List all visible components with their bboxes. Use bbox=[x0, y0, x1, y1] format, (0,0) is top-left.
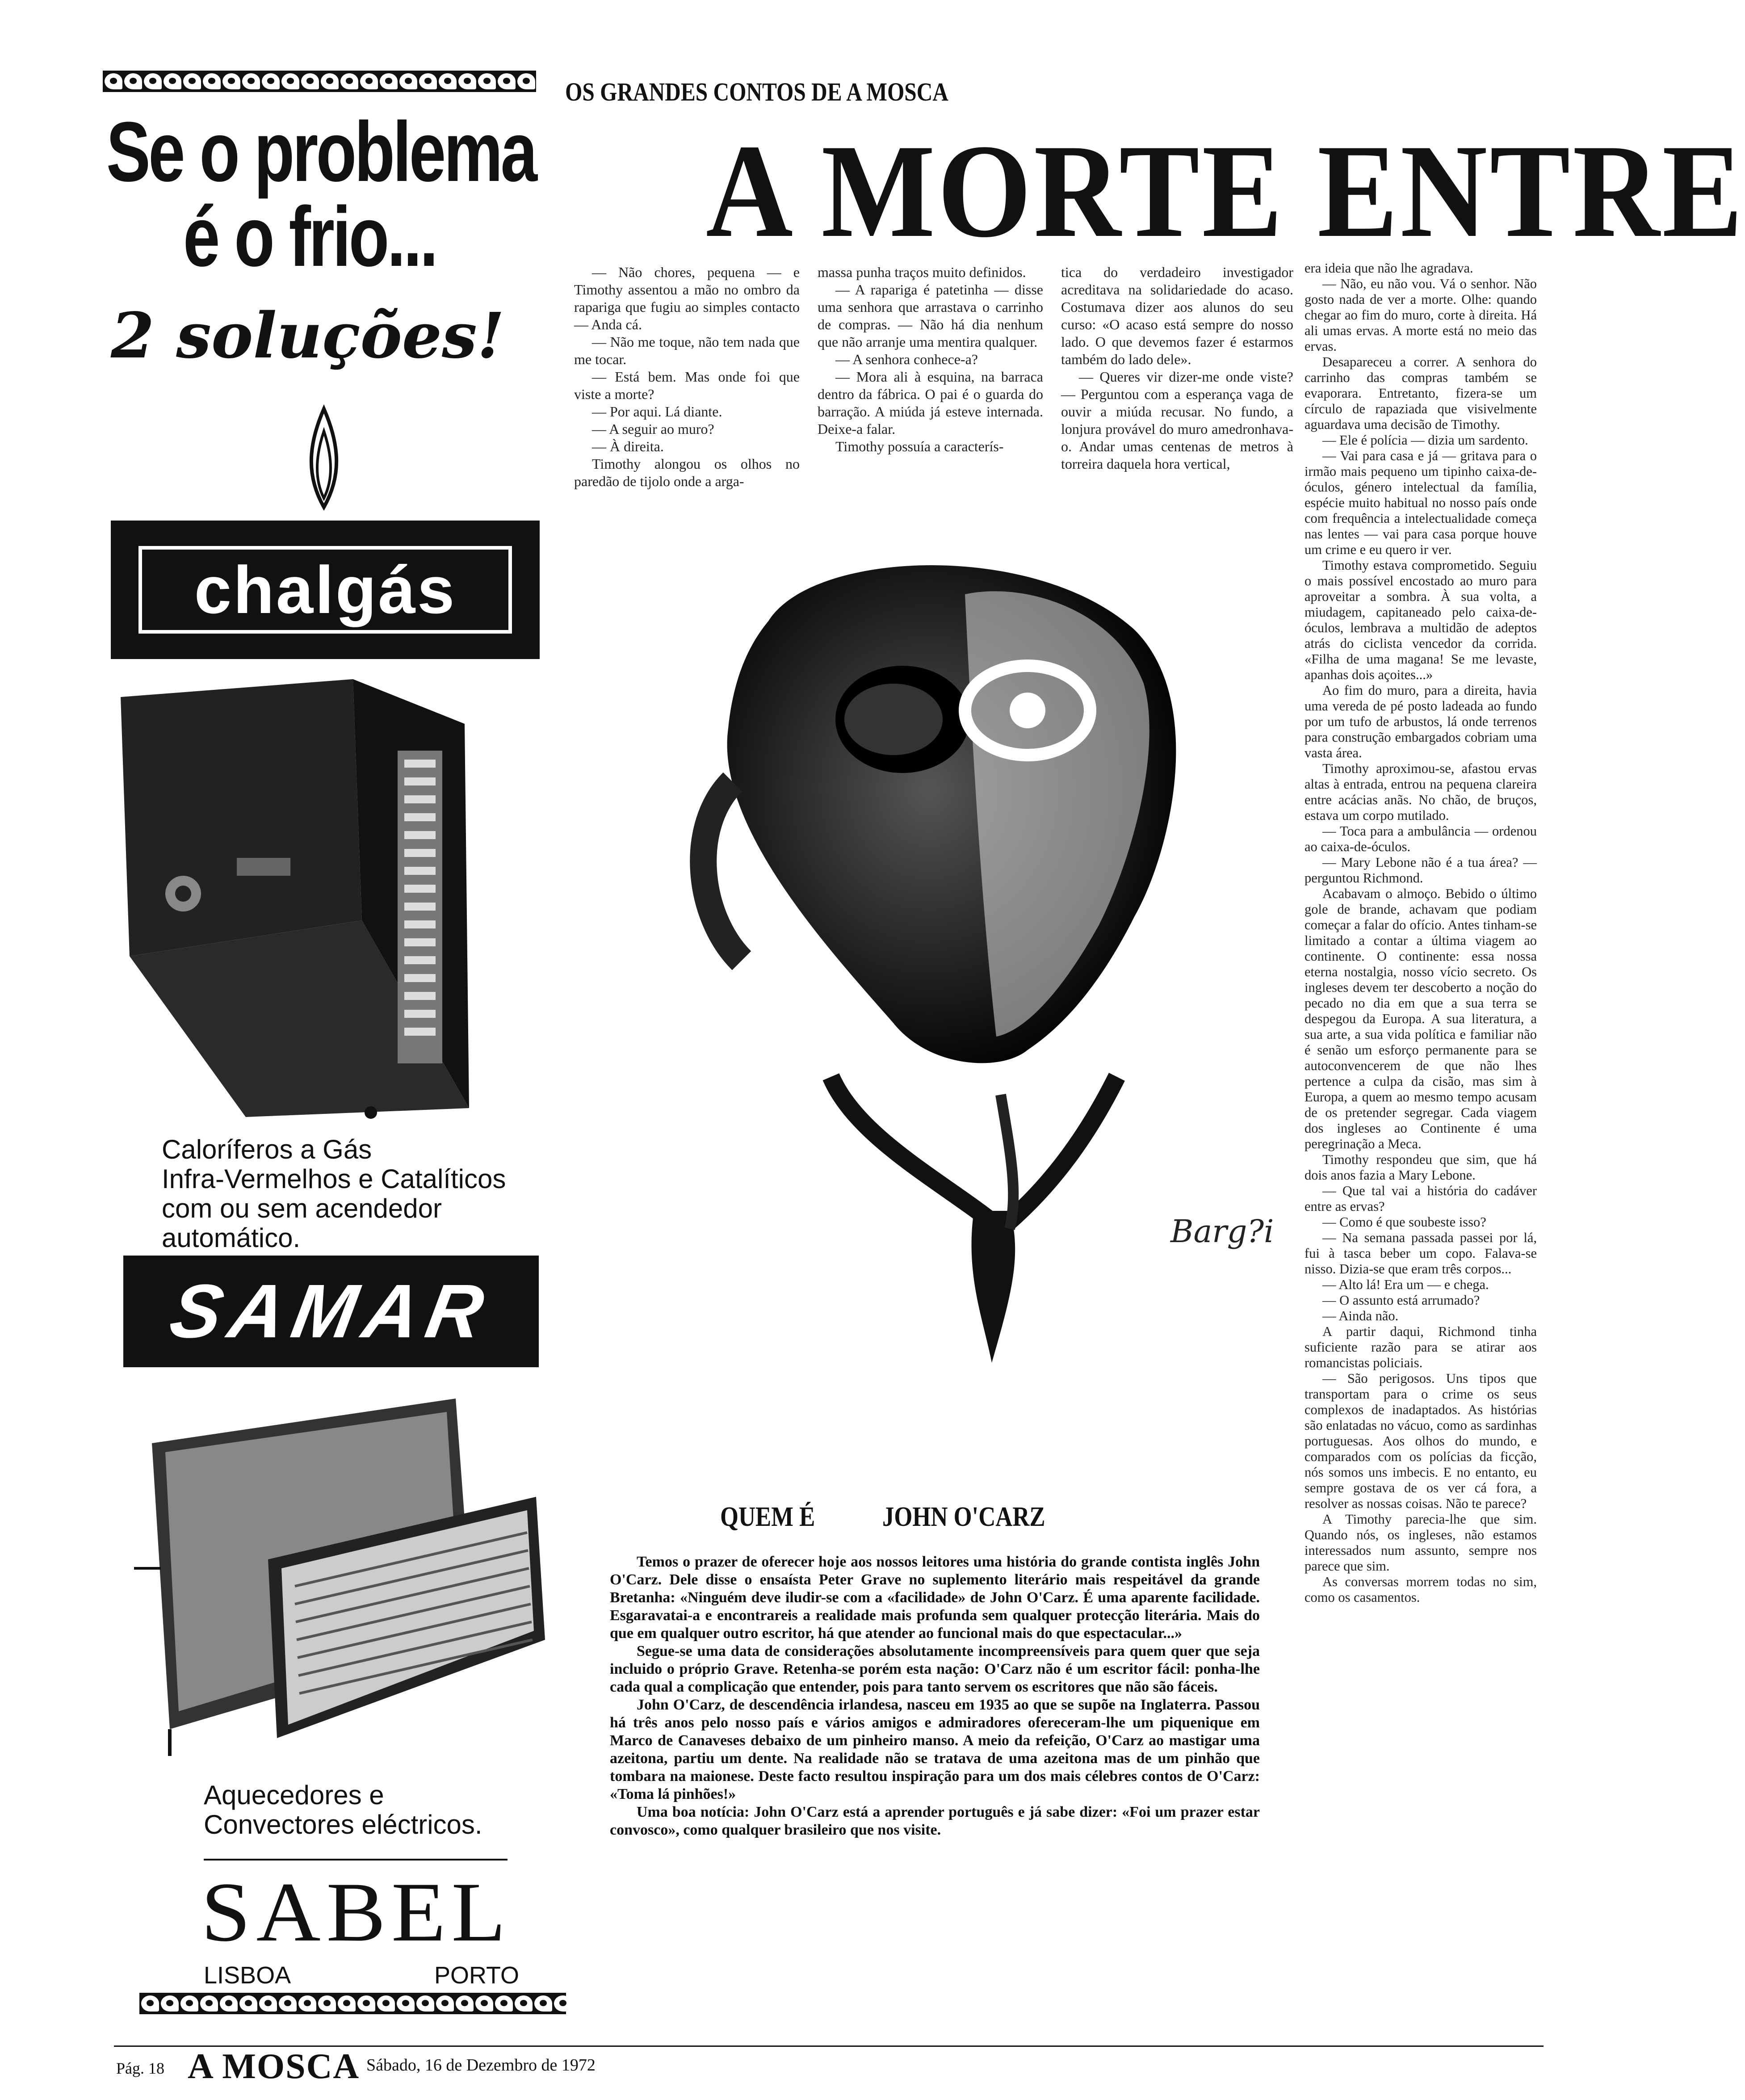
paragraph: tica do verdadeiro investigador acreditava na solidariedade do acaso. Costumava dizer aos alunos do seu curso: «O acaso está sempre do nosso lado. O que devemos fazer é estarmos também do lado dele». bbox=[1061, 264, 1293, 367]
paragraph: A partir daqui, Richmond tinha suficiente razão para se atirar aos romancistas policiais. bbox=[1305, 1324, 1537, 1370]
paragraph: A Timothy parecia-lhe que sim. Quando nós, os ingleses, não estamos interessados num assunto, sempre nos parece que sim. bbox=[1305, 1512, 1537, 1574]
divider bbox=[204, 1859, 508, 1861]
paragraph: Temos o prazer de oferecer hoje aos nossos leitores uma história do grande contista inglês John O'Carz. Dele disse o ensaísta Peter Grave no suplemento literário mais respeitável da grande Bretanha: «Ninguém deve iludir-se com a «facilidade» de John O'Carz. É uma aparente facilidade. Esgaravatai-a e encontrareis a realidade mais profunda sem qualquer protecção literária. Mais do que em qualquer outro escritor, há que atender ao funcional mais do que espectacular...» bbox=[610, 1554, 1260, 1642]
paragraph: — Toca para a ambulância — ordenou ao caixa-de-óculos. bbox=[1305, 823, 1537, 854]
paragraph: Segue-se uma data de considerações absolutamente incompreensíveis para quem quer que seja incluido o próprio Grave. Retenha-se porém esta nação: O'Carz não é um escritor fácil: ponha-lhe cada qual a complicação que entender, pois para tanto servem os escritores que não são fáceis. bbox=[610, 1643, 1260, 1695]
paragraph: — À direita. bbox=[592, 438, 664, 454]
paragraph: — A rapariga é patetinha — disse uma senhora que arrastava o carrinho de compras. — Não há dia nenhum que não arranje uma mentira qualquer. bbox=[818, 281, 1043, 350]
chalgas-logo bbox=[111, 521, 540, 659]
city-porto: PORTO bbox=[434, 1962, 520, 1989]
paragraph: — Queres vir dizer-me onde viste? — Perguntou com a esperança vaga de ouvir a miúda recusar. No fundo, a lonjura provável do muro amedronhava-o. Andar umas centenas de metros à torreira daquela hora vertical, bbox=[1061, 369, 1293, 472]
caption-line: automático. bbox=[162, 1223, 301, 1253]
electric-heater-image bbox=[134, 1390, 545, 1769]
page-number: Pág. 18 bbox=[116, 2059, 164, 2077]
paragraph: era ideia que não lhe agradava. bbox=[1305, 260, 1473, 276]
paragraph: — Por aqui. Lá diante. bbox=[592, 403, 722, 420]
samar-caption bbox=[204, 1781, 561, 1840]
paragraph: — São perigosos. Uns tipos que transportam para o crime os seus complexos de inadaptados. As histórias são enlatadas no vácuo, como as sardinhas portuguesas. Aos olhos do mundo, e comparados com os polícias da ficção, nós somos uns imbecis. E no entanto, eu sempre gostava de os ver cá fora, a resolver as nossas coisas. Não te parece? bbox=[1305, 1371, 1537, 1511]
decorative-border-top bbox=[103, 71, 536, 92]
sabel-logo: SABEL bbox=[201, 1865, 512, 1959]
paragraph: Ao fim do muro, para a direita, havia uma vereda de pé posto ladeada ao fundo por um tufo de arbustos, lá onde terrenos para construção embargados cobriam uma vasta área. bbox=[1305, 683, 1537, 760]
artist-signature: Barg?i bbox=[1170, 1213, 1274, 1250]
paragraph: Timothy alongou os olhos no paredão de tijolo onde a arga- bbox=[574, 456, 800, 489]
paragraph: Timothy aproximou-se, afastou ervas altas à entrada, entrou na pequena clareira entre acácias anãs. No chão, de bruços, estava um corpo mutilado. bbox=[1305, 761, 1537, 823]
paragraph: — A senhora conhece-a? bbox=[835, 351, 978, 367]
caption-line: Caloríferos a Gás bbox=[162, 1134, 372, 1164]
portrait-illustration bbox=[581, 514, 1305, 1497]
chalgas-logo-text: chalgás bbox=[138, 546, 512, 634]
paragraph: — Mary Lebone não é a tua área? — perguntou Richmond. bbox=[1305, 855, 1537, 886]
story-title: A MORTE ENTRE bbox=[706, 117, 1745, 265]
samar-logo-text: SAMAR bbox=[164, 1269, 498, 1354]
paragraph: — Ele é polícia — dizia um sardento. bbox=[1322, 433, 1528, 448]
chalgas-caption bbox=[162, 1135, 564, 1253]
paragraph: Timothy possuía a caracterís- bbox=[835, 438, 1004, 454]
story-column-2 bbox=[818, 264, 1043, 455]
paragraph: massa punha traços muito definidos. bbox=[818, 264, 1026, 280]
story-column-1 bbox=[574, 264, 800, 490]
paragraph: — O assunto está arrumado? bbox=[1322, 1293, 1480, 1308]
issue-date: Sábado, 16 de Dezembro de 1972 bbox=[366, 2056, 596, 2075]
paragraph: — Que tal vai a história do cadáver entre as ervas? bbox=[1305, 1183, 1537, 1214]
story-column-3 bbox=[1061, 264, 1293, 473]
paragraph: — Não chores, pequena — e Timothy assentou a mão no ombro da rapariga que fugiu ao simples contacto — Anda cá. bbox=[574, 264, 800, 332]
paragraph: Timothy estava comprometido. Seguiu o mais possível encostado ao muro para aproveitar a sombra. À sua volta, a miudagem, capitaneado pelo caixa-de-óculos, lembrava a multidão de adeptos atrás do ciclista vencedor da corrida. «Filha de uma magana! Se me levaste, apanhas dois açoites...» bbox=[1305, 558, 1537, 682]
paragraph: — Como é que soubeste isso? bbox=[1322, 1214, 1486, 1230]
decorative-border-bottom bbox=[139, 1993, 566, 2014]
caption-line: Infra-Vermelhos e Catalíticos bbox=[162, 1164, 506, 1194]
ad-headline-line1: Se o problema bbox=[106, 105, 536, 199]
city-lisboa: LISBOA bbox=[204, 1962, 291, 1989]
sidebar-body bbox=[610, 1553, 1260, 1839]
paragraph: — Não me toque, não tem nada que me tocar. bbox=[574, 334, 800, 367]
paragraph: — Mora ali à esquina, na barraca dentro da fábrica. O pai é o guarda do barração. A miúda já esteve internada. Deixe-a falar. bbox=[818, 369, 1043, 437]
paragraph: Uma boa notícia: John O'Carz está a aprender português e já sabe dizer: «Foi um prazer estar convosco», como qualquer brasileiro que nos visite. bbox=[610, 1804, 1260, 1838]
sidebar-heading-left: QUEM É bbox=[720, 1502, 815, 1532]
section-kicker: OS GRANDES CONTOS DE A MOSCA bbox=[565, 77, 948, 106]
paragraph: As conversas morrem todas no sim, como os casamentos. bbox=[1305, 1574, 1537, 1605]
caption-line: Convectores eléctricos. bbox=[204, 1810, 482, 1840]
flame-icon bbox=[304, 404, 344, 516]
ad-headline-line3: 2 soluções! bbox=[111, 299, 505, 373]
paragraph: — Ainda não. bbox=[1322, 1308, 1399, 1323]
paragraph: — Não, eu não vou. Vá o senhor. Não gosto nada de ver a morte. Olhe: quando chegar ao fim do muro, corte à direita. Há ali umas ervas. A morte está no meio das ervas. bbox=[1305, 276, 1537, 354]
caption-line: Aquecedores e bbox=[204, 1780, 384, 1810]
ad-headline-line2: é o frio... bbox=[183, 189, 436, 284]
caption-line: com ou sem acendedor bbox=[162, 1193, 442, 1223]
sidebar-heading-right: JOHN O'CARZ bbox=[882, 1502, 1045, 1532]
masthead: A MOSCA bbox=[188, 2047, 360, 2086]
paragraph: — Alto lá! Era um — e chega. bbox=[1322, 1277, 1489, 1292]
paragraph: Desapareceu a correr. A senhora do carrinho das compras também se evaporara. Entretanto, fizera-se um círculo de rapaziada que visivelmente aguardava uma decisão de Timothy. bbox=[1305, 354, 1537, 432]
story-column-4 bbox=[1305, 260, 1537, 1605]
gas-heater-image bbox=[112, 670, 554, 1126]
paragraph: Timothy respondeu que sim, que há dois anos fazia a Mary Lebone. bbox=[1305, 1152, 1537, 1183]
paragraph: — Vai para casa e já — gritava para o irmão mais pequeno um tipinho caixa-de-óculos, género intelectual da família, espécie muito habitual no nosso país onde com frequência a intelectualidade começa nas lentes — vai para casa porque houve um crime e eu quero ir ver. bbox=[1305, 448, 1537, 557]
paragraph: — Na semana passada passei por lá, fui à tasca beber um copo. Falava-se nisso. Dizia-se que eram três corpos... bbox=[1305, 1230, 1537, 1277]
paragraph: — Está bem. Mas onde foi que viste a morte? bbox=[574, 369, 800, 402]
samar-logo bbox=[123, 1256, 539, 1367]
paragraph: — A seguir ao muro? bbox=[592, 421, 714, 437]
paragraph: John O'Carz, de descendência irlandesa, nasceu em 1935 ao que se supõe na Inglaterra. Passou há três anos pelo nosso país e vários amigos e admiradores ofereceram-lhe um piquenique em Marco de Canaveses debaixo de um pinheiro manso. A meio da refeição, O'Carz ao mastigar uma azeitona, partiu um dente. Na realidade não se tratava de uma azeitona mas de um pinhão que tombara na maionese. Deste facto resultou inspiração para um dos mais célebres contos de O'Carz: «Toma lá pinhões!» bbox=[610, 1697, 1260, 1802]
paragraph: Acabavam o almoço. Bebido o último gole de brande, achavam que podiam começar a falar do ofício. Antes tinham-se limitado a contar a última viagem ao continente. O continente: essa nossa eterna nostalgia, nosso vício secreto. Os ingleses devem ter descoberto a noção do pecado no dia em que a sua terra se despegou da Europa. A sua literatura, a sua arte, a sua vida política e familiar não é senão um esforço permanente para se autoconvencerem de que não lhes pertence a culpa da cisão, mas sim à Europa, a quem ao mesmo tempo acusam de os pretender segregar. Cada viagem dos ingleses ao Continente é uma peregrinação a Meca. bbox=[1305, 886, 1537, 1151]
